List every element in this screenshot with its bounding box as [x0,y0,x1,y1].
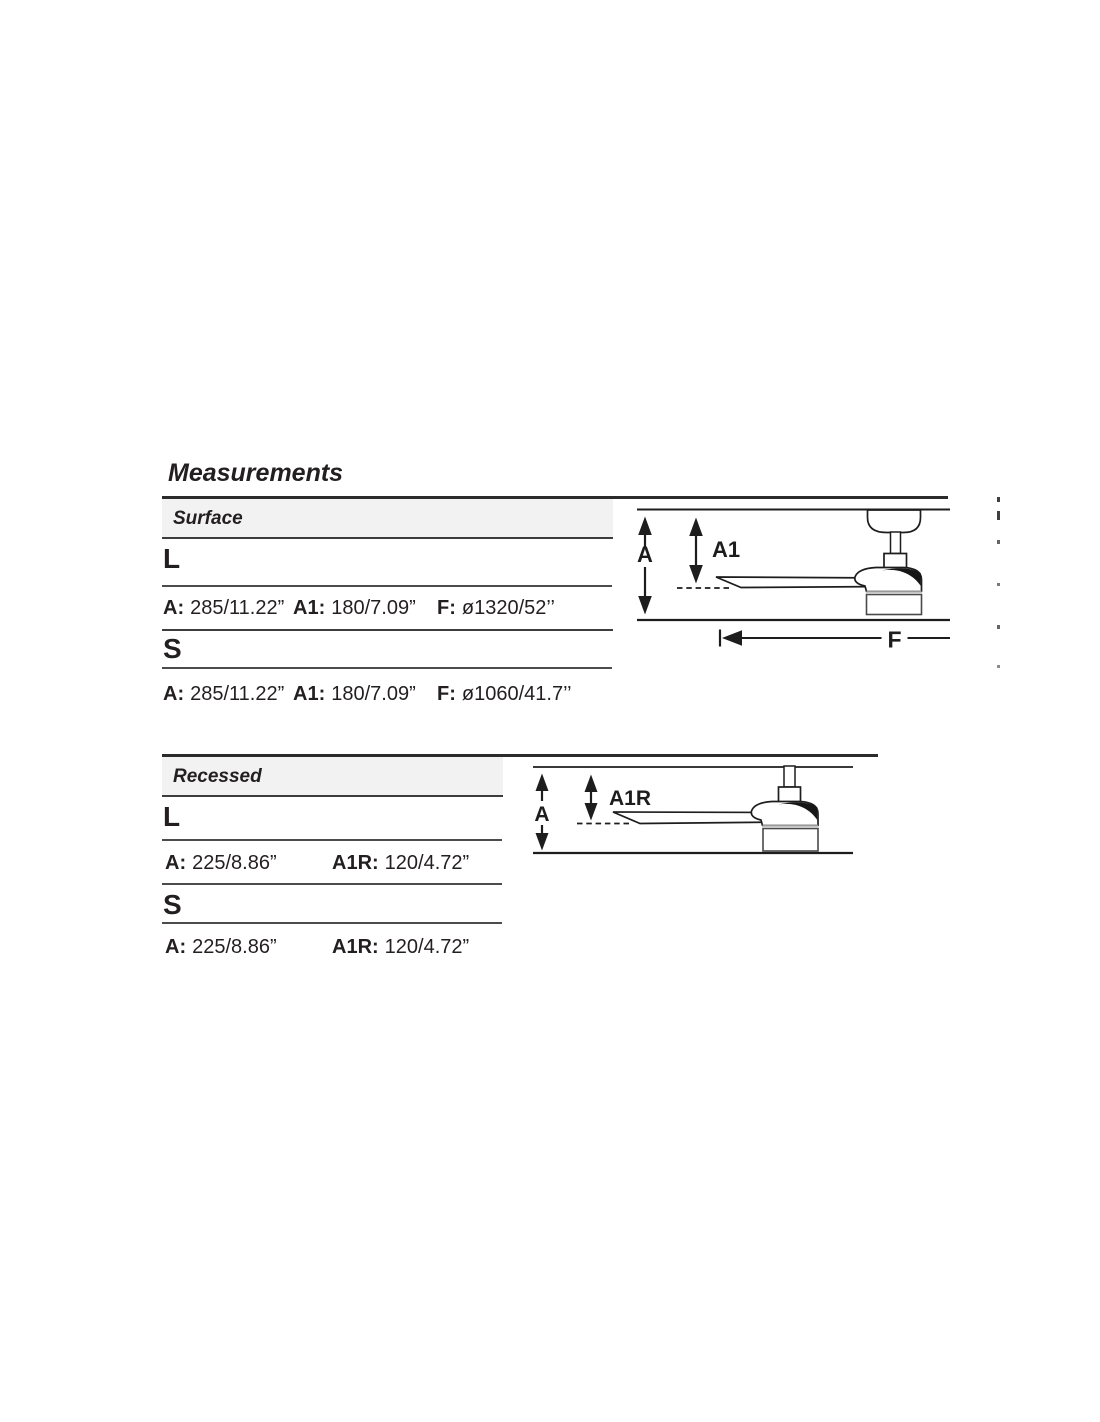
divider [162,839,502,841]
divider [162,667,612,669]
dim-label-a: A [637,542,653,567]
dimension [293,596,416,620]
dimension-label: A1R: [332,936,379,958]
dimension-value: 285/11.22” [190,597,285,619]
page-edge-artifact [997,497,1000,502]
dimension-label: A: [165,852,187,874]
surface-size-l-values [163,596,615,622]
page-edge-artifact [997,540,1000,544]
divider [162,922,502,924]
dimension [437,682,572,706]
dimension-label: A1R: [332,852,379,874]
fan-coupling [779,787,801,802]
page-edge-artifact [997,583,1000,586]
dimension-label: A1: [293,683,326,705]
dimension-value: 180/7.09” [331,683,416,705]
dimension-label: F: [437,597,456,619]
fan-coupling [884,554,907,569]
fan-downrod [891,532,901,554]
dimension [437,596,555,620]
dimension-label: A: [163,683,185,705]
divider [162,585,612,587]
dimension-value: 180/7.09” [331,597,416,619]
recessed-size-s-heading: S [163,889,182,920]
dimension-value: 225/8.86” [192,936,277,958]
recessed-section-header [162,757,503,797]
dimension [163,682,284,706]
divider [162,883,502,885]
dimension-arrow-a [637,517,653,615]
page-edge-artifact [997,665,1000,668]
divider [162,629,613,631]
dimension-value: 120/4.72” [384,936,470,958]
dim-label-a1r: A1R [609,787,652,810]
surface-size-l-heading: L [163,543,181,574]
page-edge-artifact [997,625,1000,629]
dim-label-a1: A1 [712,537,741,562]
dimension-label: F: [437,683,456,705]
fan-downrod [784,766,795,787]
dimension-value: 120/4.72” [384,852,470,874]
surface-header-label: Surface [173,507,243,529]
recessed-size-s-values [165,935,505,961]
dimension-value: 225/8.86” [192,852,277,874]
fan-canopy [868,510,921,533]
dimension-value: ø1060/41.7’’ [461,683,572,705]
dimension [165,935,277,959]
dim-label-a: A [534,803,550,826]
recessed-header-label: Recessed [173,765,262,787]
fan-light-box [763,829,818,852]
dimension [332,851,469,875]
surface-mount-diagram [615,488,1010,663]
recessed-size-l-heading: L [163,801,181,832]
dimension-label: A: [165,936,187,958]
dimension [165,851,277,875]
recessed-mount-diagram [505,753,890,858]
dimension-label: A1: [293,597,326,619]
dimension-arrow-a [534,774,549,851]
dimension [293,682,416,706]
page-edge-artifact [997,511,1000,520]
dimension-arrow-a1 [689,518,740,584]
recessed-size-l-values [165,851,505,877]
surface-size-s-heading: S [163,633,182,664]
dimension-arrow-f [720,627,950,653]
dimension [163,596,284,620]
dim-label-f: F [887,626,902,653]
dimension-value: 285/11.22” [190,683,285,705]
dimension-value: ø1320/52’’ [461,597,555,619]
surface-size-s-values [163,682,615,708]
surface-section-header [162,499,613,539]
dimension [332,935,469,959]
page-title: Measurements [168,459,344,487]
dimension-label: A: [163,597,185,619]
fan-light-box [867,595,922,615]
